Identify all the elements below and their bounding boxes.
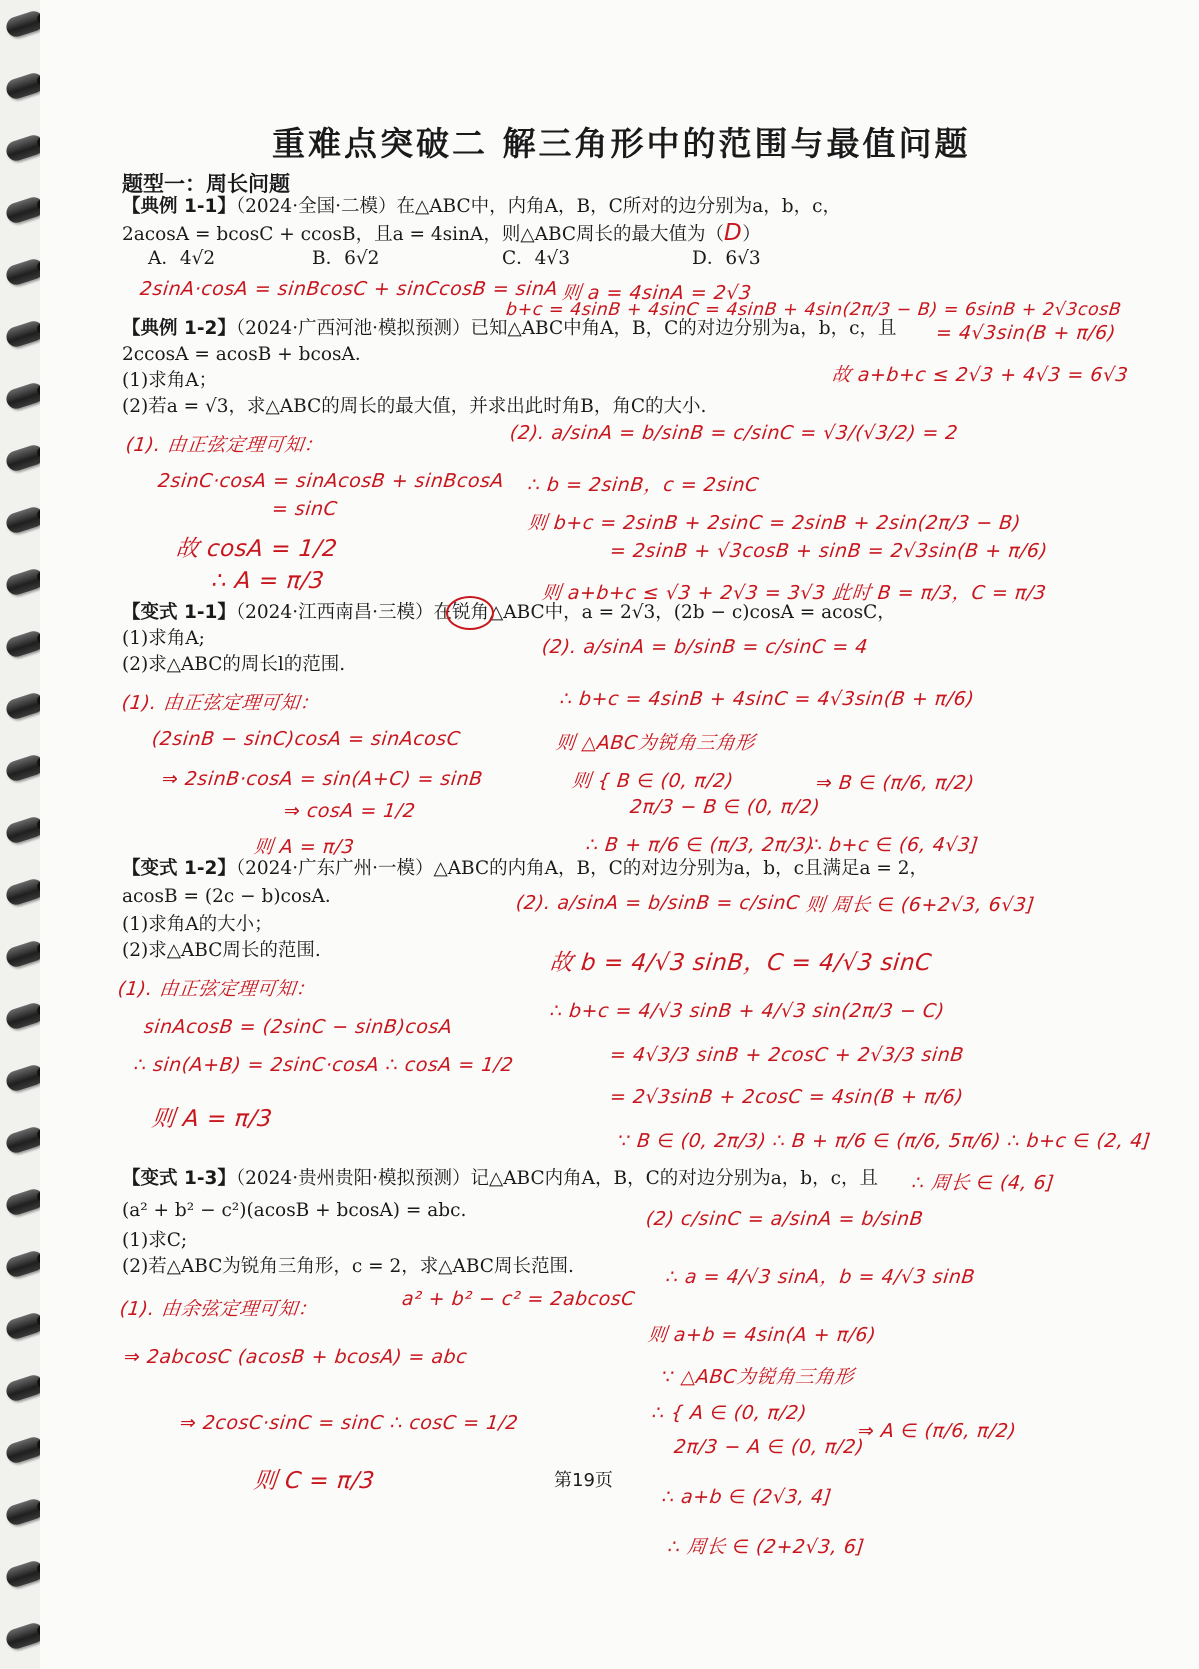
- hw-ex12-s5: = sinC: [270, 498, 339, 520]
- hw-var12-s10: 则 A = π/3: [150, 1106, 274, 1132]
- variant-1-2-tag: 【变式 1-2】: [122, 858, 236, 879]
- hw-var12-s3: 故 b = 4/√3 sinB，C = 4/√3 sinC: [548, 950, 934, 976]
- hw-var11-s11: 则 A = π/3: [252, 836, 356, 858]
- hw-var11-s6: ⇒ 2sinB·cosA = sin(A+C) = sinB: [160, 768, 484, 790]
- hw-ex11-step5: 故 a+b+c ≤ 2√3 + 4√3 = 6√3: [830, 364, 1130, 386]
- hw-var13-s14: ∴ 周长 ∈ (2+2√3, 6]: [666, 1536, 866, 1558]
- example-1-2-line2: 2ccosA = acosB + bcosA．: [122, 344, 374, 365]
- option-c: C．4√3: [502, 248, 570, 269]
- example-1-2-text1: （2024·广西河池·模拟预测）已知△ABC中角A，B，C的对边分别为a，b，c，且: [235, 318, 897, 339]
- variant-1-3-q1: (1)求C;: [122, 1230, 188, 1251]
- example-1-1-line2: [122, 220, 761, 248]
- hw-ex12-s6: 则 b+c = 2sinB + 2sinC = 2sinB + 2sin(2π/3 − B): [526, 512, 1022, 534]
- hw-ex12-s7: 故 cosA = 1/2: [174, 536, 339, 562]
- hw-var13-s11: 2π/3 − A ∈ (0, π/2): [672, 1436, 866, 1458]
- variant-1-1-q1: (1)求角A;: [122, 628, 205, 649]
- hw-var11-s4: (2sinB − sinC)cosA = sinAcosC: [150, 728, 462, 750]
- variant-1-1-tag: 【变式 1-1】: [122, 602, 236, 623]
- hw-var11-s1: (2). a/sinA = b/sinB = c/sinC = 4: [540, 636, 870, 658]
- variant-1-2-line2: acosB = (2c − b)cosA．: [122, 886, 344, 907]
- hw-ex12-s10: 则 a+b+c ≤ √3 + 2√3 = 3√3 此时 B = π/3，C = π/3: [540, 582, 1048, 604]
- hw-ex11-step1: 2sinA·cosA = sinBcosC + sinCcosB = sinA: [138, 278, 560, 300]
- hw-var13-s8: ∴ { A ∈ (0, π/2): [650, 1402, 808, 1424]
- hw-ex11-step3: b+c = 4sinB + 4sinC = 4sinB + 4sin(2π/3 − B) = 6sinB + 2√3cosB: [504, 300, 1123, 320]
- hw-var13-s2: ∴ a = 4/√3 sinA，b = 4/√3 sinB: [664, 1266, 977, 1288]
- hw-var13-s1: (2) c/sinC = a/sinA = b/sinB: [644, 1208, 925, 1230]
- hw-ex12-s2: (2). a/sinA = b/sinB = c/sinC = √3/(√3/2) = 2: [508, 422, 960, 444]
- hw-var11-s12: ∴ B + π/6 ∈ (π/3, 2π/3): [584, 834, 816, 856]
- example-1-2-q2: (2)若a = √3，求△ABC的周长的最大值，并求出此时角B，角C的大小.: [122, 396, 707, 417]
- hw-var12-s4: (1). 由正弦定理可知：: [116, 978, 317, 1000]
- hw-var13-s5: 则 a+b = 4sin(A + π/6): [646, 1324, 878, 1346]
- example-1-2-q1: (1)求角A；: [122, 370, 218, 391]
- example-1-1-answer: D: [724, 220, 743, 246]
- hw-var12-s1: (2). a/sinA = b/sinB = c/sinC: [514, 892, 801, 914]
- hw-var12-s9: = 2√3sinB + 2cosC = 4sin(B + π/6): [608, 1086, 965, 1108]
- variant-1-3-line1: [122, 1168, 878, 1190]
- hw-var12-s8: ∴ sin(A+B) = 2sinC·cosA ∴ cosA = 1/2: [132, 1054, 515, 1076]
- variant-1-3-tag: 【变式 1-3】: [122, 1168, 236, 1189]
- hw-var13-s6: ⇒ 2abcosC (acosB + bcosA) = abc: [122, 1346, 469, 1368]
- option-d: D．6√3: [692, 248, 761, 269]
- hw-var13-s13: ∴ a+b ∈ (2√3, 4]: [660, 1486, 833, 1508]
- hw-var12-s5: ∴ b+c = 4/√3 sinB + 4/√3 sin(2π/3 − C): [548, 1000, 946, 1022]
- variant-1-1-line1: [122, 602, 896, 624]
- variant-1-3-line2: (a² + b² − c²)(acosB + bcosA) = abc.: [122, 1200, 467, 1221]
- hw-var12-s2: 则 周长 ∈ (6+2√3, 6√3]: [804, 894, 1036, 916]
- hw-var11-s8: ⇒ B ∈ (π/6, π/2): [814, 772, 976, 794]
- variant-1-2-q1: (1)求角A的大小；: [122, 914, 273, 935]
- hw-ex11-step2: 则 a = 4sinA = 2√3: [560, 282, 753, 304]
- red-circle-mark: [446, 596, 494, 630]
- hw-var13-s9: ⇒ A ∈ (π/6, π/2): [856, 1420, 1018, 1442]
- hw-var13-s10: ⇒ 2cosC·sinC = sinC ∴ cosC = 1/2: [178, 1412, 520, 1434]
- hw-var12-s11: ∵ B ∈ (0, 2π/3) ∴ B + π/6 ∈ (π/6, 5π/6) ∴ b+c ∈ (2, 4]: [616, 1130, 1152, 1152]
- hw-ex12-s8: = 2sinB + √3cosB + sinB = 2√3sin(B + π/6): [608, 540, 1049, 562]
- variant-1-1-text1b: △ABC中，a = 2√3，(2b − c)cosA = acosC，: [488, 602, 896, 623]
- variant-1-2-line1: [122, 858, 928, 880]
- hw-var11-s9: ⇒ cosA = 1/2: [282, 800, 417, 822]
- hw-var12-s7: = 4√3/3 sinB + 2cosC + 2√3/3 sinB: [608, 1044, 966, 1066]
- hw-ex12-s3: 2sinC·cosA = sinAcosB + sinBcosA: [156, 470, 506, 492]
- hw-ex12-s4: ∴ b = 2sinB，c = 2sinC: [526, 474, 761, 496]
- example-1-1-text1: （2024·全国·二模）在△ABC中，内角A，B，C所对的边分别为a，b，c，: [235, 196, 841, 217]
- example-1-2-line1: [122, 318, 897, 340]
- hw-var11-s13: ∴ b+c ∈ (6, 4√3]: [808, 834, 980, 856]
- hw-var12-s12: ∴ 周长 ∈ (4, 6]: [910, 1172, 1056, 1194]
- hw-var13-s12: 则 C = π/3: [252, 1468, 377, 1494]
- page-title: 重难点突破二 解三角形中的范围与最值问题: [272, 124, 971, 163]
- hw-var11-s5: 则 △ABC为锐角三角形: [554, 732, 756, 754]
- page-number: 第19页: [554, 1470, 613, 1491]
- hw-var11-s2: (1). 由正弦定理可知：: [120, 692, 321, 714]
- example-1-2-tag: 【典例 1-2】: [122, 318, 236, 339]
- hw-var11-s10: 2π/3 − B ∈ (0, π/2): [628, 796, 822, 818]
- variant-1-1-circled: 锐角: [451, 602, 489, 623]
- hw-var13-s3: (1). 由余弦定理可知：: [118, 1298, 319, 1320]
- hw-var13-s4: a² + b² − c² = 2abcosC: [400, 1288, 637, 1310]
- section-heading: 题型一：周长问题: [122, 172, 290, 196]
- hw-ex11-step4: = 4√3sin(B + π/6): [934, 322, 1117, 344]
- notebook-page: [40, 0, 1199, 1669]
- option-a: A．4√2: [148, 248, 216, 269]
- hw-ex12-s1: (1). 由正弦定理可知：: [124, 434, 325, 456]
- hw-var11-s3: ∴ b+c = 4sinB + 4sinC = 4√3sin(B + π/6): [558, 688, 976, 710]
- variant-1-3-q2: (2)若△ABC为锐角三角形，c = 2，求△ABC周长范围.: [122, 1256, 574, 1277]
- variant-1-1-text1a: （2024·江西南昌·三模）在: [235, 602, 452, 623]
- option-b: B．6√2: [312, 248, 380, 269]
- example-1-1-tag: 【典例 1-1】: [122, 196, 236, 217]
- example-1-1-text2: 2acosA = bcosC + ccosB，且a = 4sinA，则△ABC周长的最大值为（: [122, 224, 725, 245]
- example-1-1-line1: [122, 196, 841, 218]
- variant-1-3-text1: （2024·贵州贵阳·模拟预测）记△ABC内角A，B，C的对边分别为a，b，c，且: [235, 1168, 878, 1189]
- variant-1-1-q2: (2)求△ABC的周长l的范围.: [122, 654, 346, 675]
- hw-var13-s7: ∵ △ABC为锐角三角形: [660, 1366, 856, 1388]
- variant-1-2-q2: (2)求△ABC周长的范围.: [122, 940, 321, 961]
- example-1-1-close: ）: [742, 224, 761, 245]
- hw-var11-s7: 则 { B ∈ (0, π/2): [570, 770, 735, 792]
- variant-1-2-text1: （2024·广东广州·一模）△ABC的内角A，B，C的对边分别为a，b，c且满足a = 2，: [235, 858, 929, 879]
- hw-var12-s6: sinAcosB = (2sinC − sinB)cosA: [142, 1016, 454, 1038]
- hw-ex12-s9: ∴ A = π/3: [210, 568, 326, 594]
